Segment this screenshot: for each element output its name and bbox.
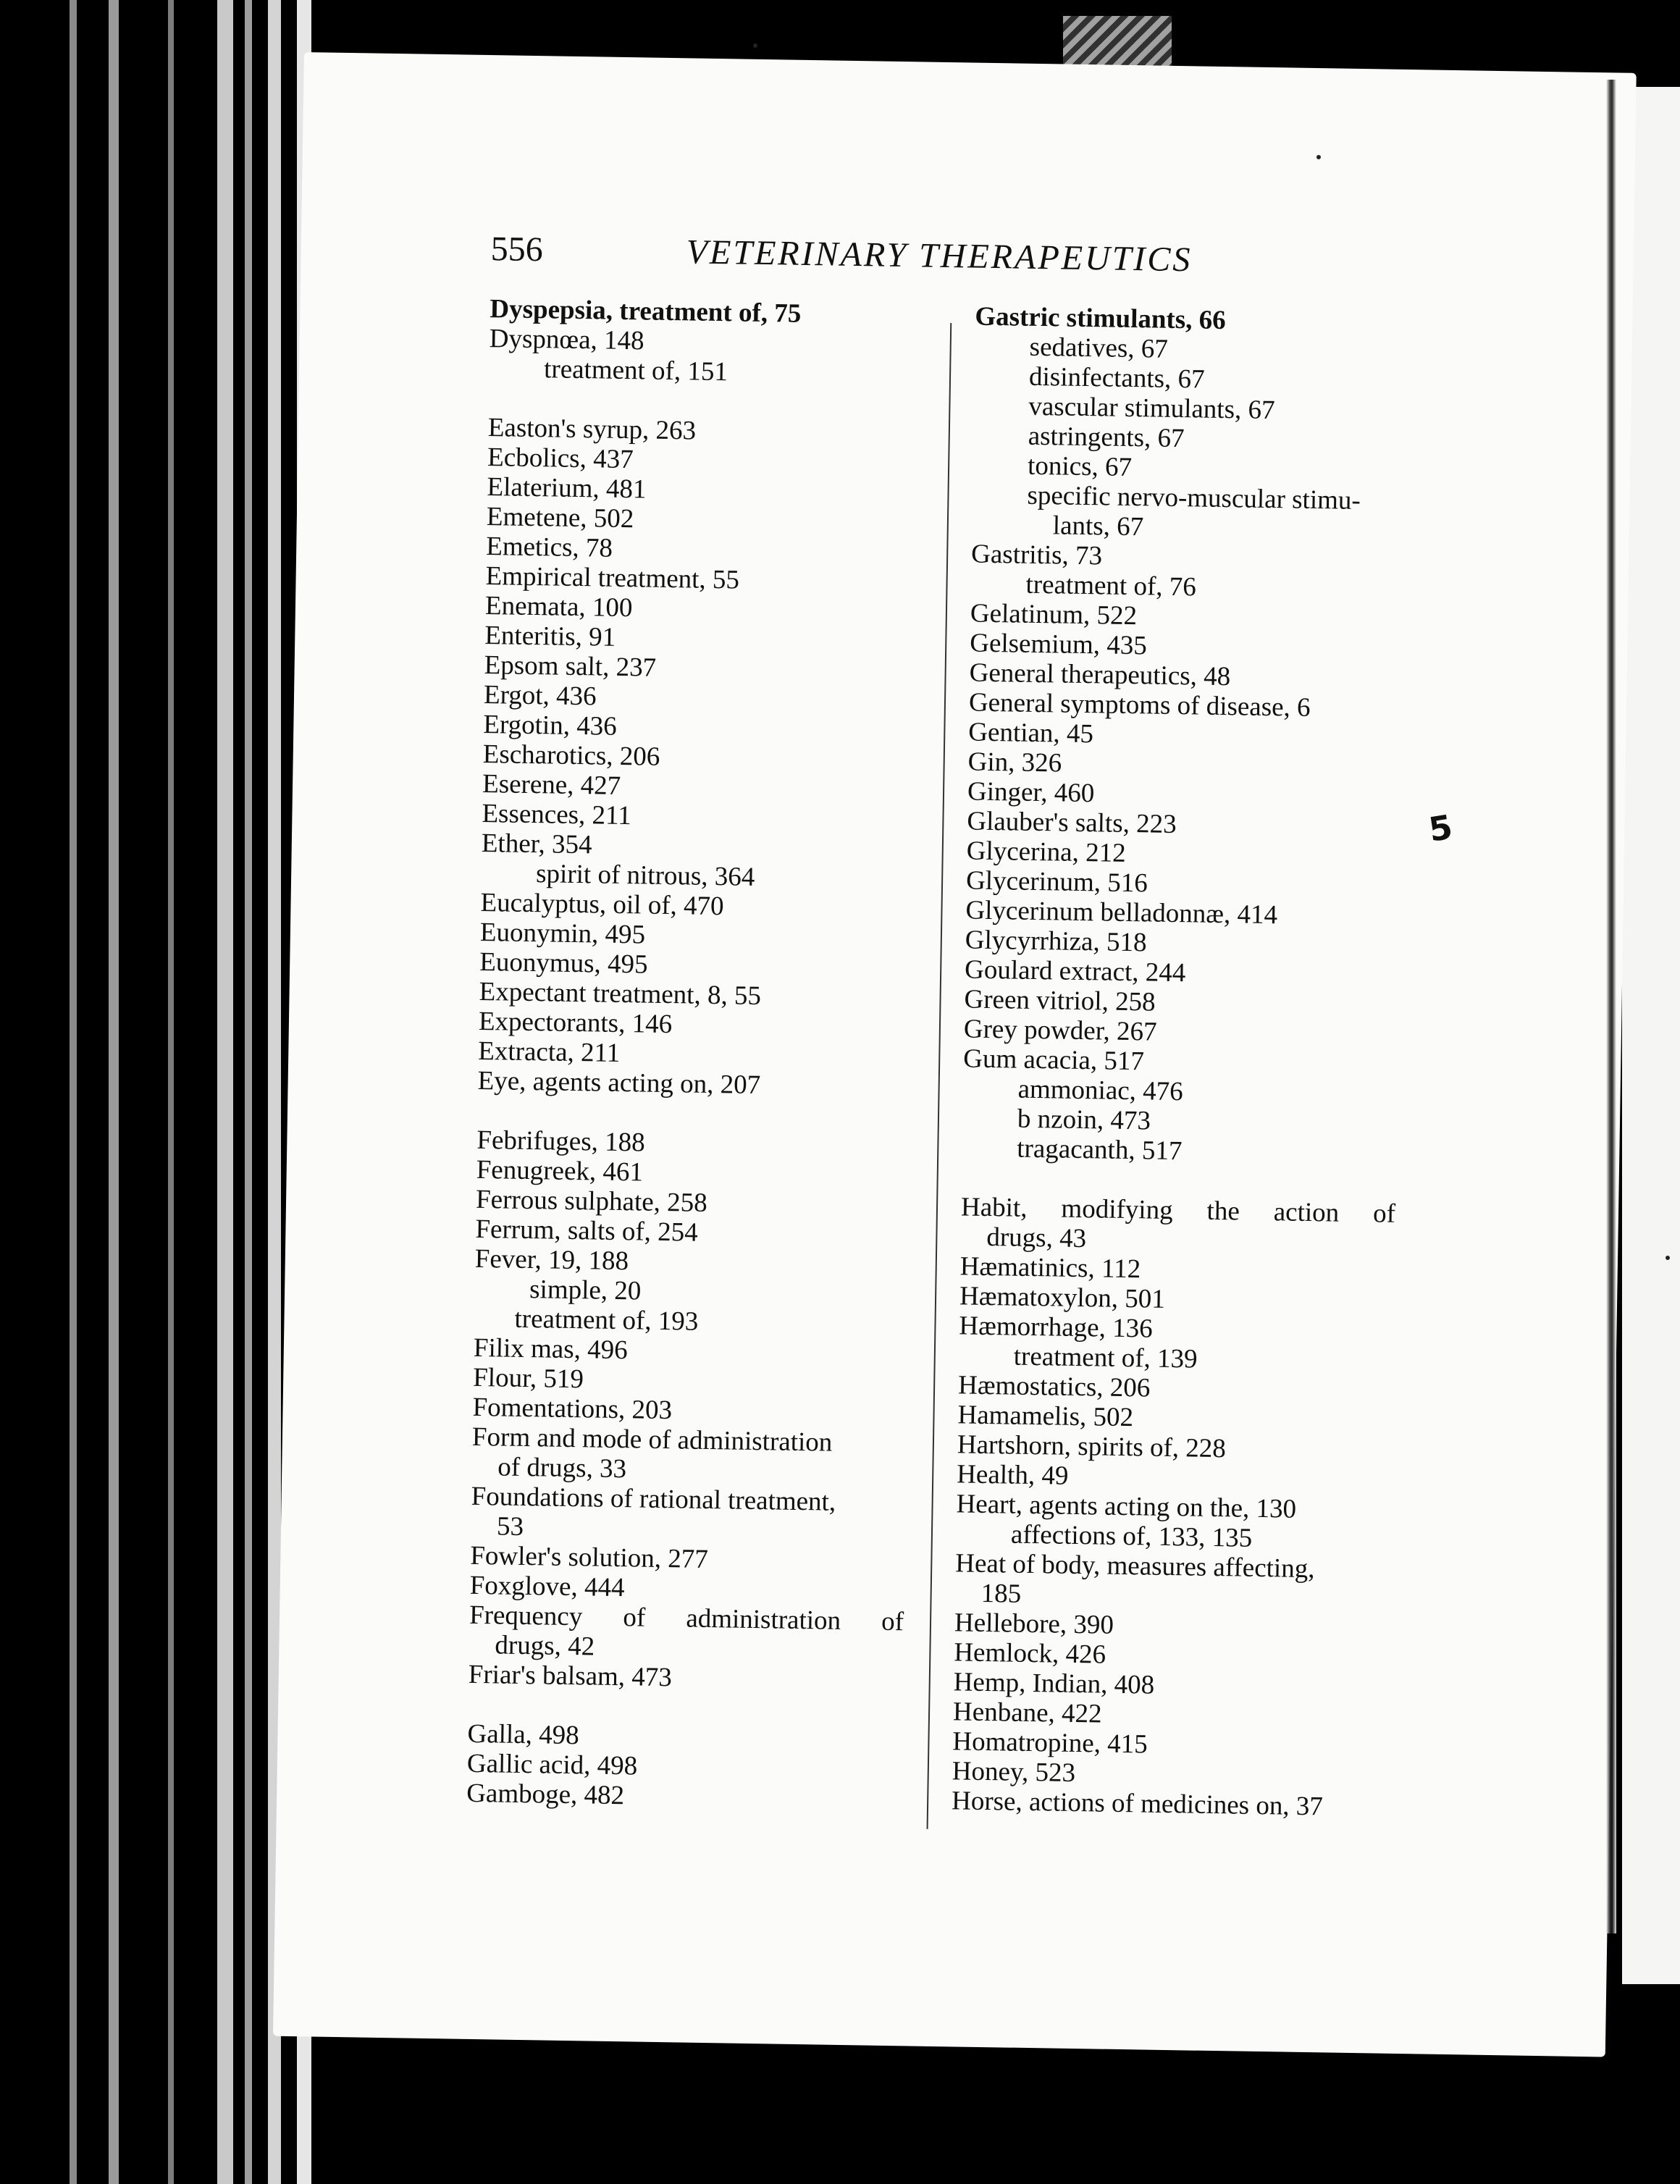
index-entry: Euonymin, 495 bbox=[479, 917, 646, 950]
index-entry: Ergotin, 436 bbox=[483, 710, 618, 742]
index-entry: Glycerinum, 516 bbox=[965, 865, 1148, 899]
index-entry: Febrifuges, 188 bbox=[476, 1125, 645, 1158]
index-entry: Glycyrrhiza, 518 bbox=[965, 925, 1147, 958]
index-entry: Hæmostatics, 206 bbox=[957, 1370, 1151, 1403]
handwritten-mark: 5 bbox=[1426, 807, 1456, 849]
index-entry: Hartshorn, spirits of, 228 bbox=[957, 1429, 1227, 1464]
index-entry: Hamamelis, 502 bbox=[957, 1400, 1134, 1433]
index-entry: Hæmatinics, 112 bbox=[959, 1251, 1141, 1285]
index-entry: Emetene, 502 bbox=[486, 502, 634, 534]
index-entry: Glycerinum belladonnæ, 414 bbox=[965, 895, 1278, 931]
index-entry: Flour, 519 bbox=[472, 1362, 584, 1395]
index-entry: Ergot, 436 bbox=[483, 680, 597, 712]
index-entry: Enemata, 100 bbox=[484, 591, 633, 623]
index-subentry: treatment of, 76 bbox=[1025, 569, 1197, 602]
index-entry: General symptoms of disease, 6 bbox=[968, 687, 1311, 723]
index-continuation: lants, 67 bbox=[1052, 511, 1144, 542]
index-subentry: tonics, 67 bbox=[1027, 450, 1133, 483]
binding-stripe bbox=[70, 0, 77, 2184]
index-entry: Expectant treatment, 8, 55 bbox=[479, 976, 762, 1012]
index-entry: Filix mas, 496 bbox=[473, 1332, 628, 1366]
index-entry: Foundations of rational treatment, bbox=[471, 1481, 836, 1517]
page-number: 556 bbox=[490, 230, 544, 269]
index-entry: Dyspnœa, 148 bbox=[489, 324, 644, 356]
book-page bbox=[273, 52, 1637, 2057]
binding-stripe bbox=[109, 0, 119, 2184]
index-subentry: astringents, 67 bbox=[1028, 421, 1185, 454]
index-entry: Eucalyptus, oil of, 470 bbox=[480, 887, 724, 922]
index-entry: Eserene, 427 bbox=[482, 768, 621, 801]
page-title: VETERINARY THERAPEUTICS bbox=[686, 232, 1193, 280]
speck bbox=[753, 43, 757, 48]
speck bbox=[1666, 1256, 1670, 1260]
index-entry: Gallic acid, 498 bbox=[466, 1748, 638, 1781]
index-entry: Grey powder, 267 bbox=[963, 1014, 1157, 1047]
index-entry: Ferrous sulphate, 258 bbox=[475, 1184, 708, 1218]
index-continuation: 185 bbox=[980, 1578, 1022, 1609]
index-entry: Gastritis, 73 bbox=[970, 539, 1103, 571]
index-entry: Hæmatoxylon, 501 bbox=[959, 1281, 1166, 1314]
index-column-right bbox=[952, 302, 1439, 1823]
index-column-left bbox=[466, 294, 925, 1815]
column-divider bbox=[927, 323, 952, 1829]
index-subentry: tragacanth, 517 bbox=[1017, 1133, 1183, 1167]
index-entry: Enteritis, 91 bbox=[484, 621, 616, 652]
bookmark-ribbon bbox=[1063, 16, 1172, 67]
index-entry: Ferrum, salts of, 254 bbox=[475, 1214, 699, 1248]
index-entry: Gastric stimulants, 66 bbox=[975, 301, 1227, 336]
index-entry: Euonymus, 495 bbox=[479, 946, 648, 980]
index-entry: Essences, 211 bbox=[482, 798, 632, 831]
index-entry: Form and mode of administration bbox=[471, 1421, 833, 1458]
index-entry: Horse, actions of medicines on, 37 bbox=[951, 1786, 1324, 1822]
index-entry: Gum acacia, 517 bbox=[962, 1043, 1145, 1077]
index-continuation: drugs, 42 bbox=[495, 1630, 595, 1662]
index-entry: Gelsemium, 435 bbox=[969, 628, 1148, 661]
index-entry: Expectorants, 146 bbox=[478, 1006, 673, 1040]
index-entry: Foxglove, 444 bbox=[469, 1570, 625, 1603]
index-entry: Frequency of administration of bbox=[469, 1600, 904, 1637]
index-entry: Hemlock, 426 bbox=[954, 1637, 1106, 1670]
index-entry: Heat of body, measures affecting, bbox=[955, 1548, 1315, 1584]
index-subentry: vascular stimulants, 67 bbox=[1028, 391, 1275, 426]
binding-stripe bbox=[245, 0, 252, 2184]
index-entry: Ether, 354 bbox=[481, 828, 592, 860]
running-head bbox=[490, 227, 1505, 287]
index-entry: Ginger, 460 bbox=[967, 776, 1095, 809]
index-entry: Goulard extract, 244 bbox=[964, 954, 1186, 988]
index-entry: Easton's syrup, 263 bbox=[487, 413, 697, 446]
index-continuation: of drugs, 33 bbox=[497, 1452, 627, 1484]
index-entry: Glycerina, 212 bbox=[966, 836, 1126, 868]
index-subentry: ammoniac, 476 bbox=[1017, 1074, 1184, 1107]
index-entry: Fowler's solution, 277 bbox=[470, 1540, 709, 1575]
index-continuation: 53 bbox=[496, 1511, 524, 1542]
index-entry: Emetics, 78 bbox=[485, 532, 613, 563]
index-subentry: b nzoin, 473 bbox=[1017, 1104, 1151, 1136]
index-subentry: sedatives, 67 bbox=[1029, 332, 1169, 364]
index-subentry: specific nervo-muscular stimu- bbox=[1027, 480, 1361, 516]
index-entry: Honey, 523 bbox=[952, 1756, 1076, 1789]
index-entry: Friar's balsam, 473 bbox=[468, 1659, 673, 1693]
index-continuation: drugs, 43 bbox=[986, 1222, 1087, 1254]
index-entry: Glauber's salts, 223 bbox=[967, 806, 1177, 840]
speck bbox=[1316, 155, 1321, 159]
index-entry: Ecbolics, 437 bbox=[487, 442, 634, 475]
index-entry: Fomentations, 203 bbox=[472, 1392, 673, 1426]
page-fold-shadow bbox=[1606, 80, 1616, 1933]
index-entry: Homatropine, 415 bbox=[952, 1726, 1148, 1760]
index-entry: Green vitriol, 258 bbox=[964, 984, 1156, 1017]
index-entry: Habit, modifying the action of bbox=[960, 1192, 1396, 1229]
index-entry: Hæmorrhage, 136 bbox=[959, 1311, 1153, 1344]
binding-stripe bbox=[217, 0, 233, 2184]
index-subentry: disinfectants, 67 bbox=[1028, 361, 1205, 395]
index-entry: Galla, 498 bbox=[467, 1718, 579, 1751]
index-entry: Health, 49 bbox=[956, 1459, 1069, 1491]
index-entry: Henbane, 422 bbox=[952, 1697, 1102, 1729]
binding-stripe bbox=[168, 0, 174, 2184]
index-subentry: affections of, 133, 135 bbox=[1010, 1519, 1253, 1553]
index-entry: Fenugreek, 461 bbox=[476, 1154, 644, 1188]
index-entry: General therapeutics, 48 bbox=[969, 658, 1231, 692]
index-entry: Gamboge, 482 bbox=[466, 1778, 625, 1811]
index-entry: Gin, 326 bbox=[967, 747, 1062, 778]
index-entry: Empirical treatment, 55 bbox=[485, 561, 740, 595]
index-entry: Gentian, 45 bbox=[968, 717, 1094, 749]
index-entry: Epsom salt, 237 bbox=[484, 650, 657, 683]
index-entry: Hemp, Indian, 408 bbox=[953, 1667, 1155, 1700]
index-entry: Eye, agents acting on, 207 bbox=[477, 1065, 761, 1101]
index-entry: Gelatinum, 522 bbox=[970, 598, 1138, 631]
index-subentry: simple, 20 bbox=[529, 1274, 642, 1306]
index-entry: Escharotics, 206 bbox=[482, 739, 660, 772]
index-entry: Extracta, 211 bbox=[478, 1036, 621, 1069]
index-entry: Elaterium, 481 bbox=[487, 472, 647, 505]
index-entry: Dyspepsia, treatment of, 75 bbox=[490, 294, 802, 329]
index-subentry: spirit of nitrous, 364 bbox=[535, 859, 755, 892]
index-entry: Fever, 19, 188 bbox=[474, 1243, 629, 1277]
index-subentry: treatment of, 139 bbox=[1013, 1341, 1198, 1374]
index-entry: Hellebore, 390 bbox=[954, 1608, 1114, 1640]
index-subentry: treatment of, 193 bbox=[514, 1303, 699, 1337]
index-entry: Heart, agents acting on the, 130 bbox=[956, 1489, 1297, 1524]
index-subentry: treatment of, 151 bbox=[543, 354, 728, 387]
